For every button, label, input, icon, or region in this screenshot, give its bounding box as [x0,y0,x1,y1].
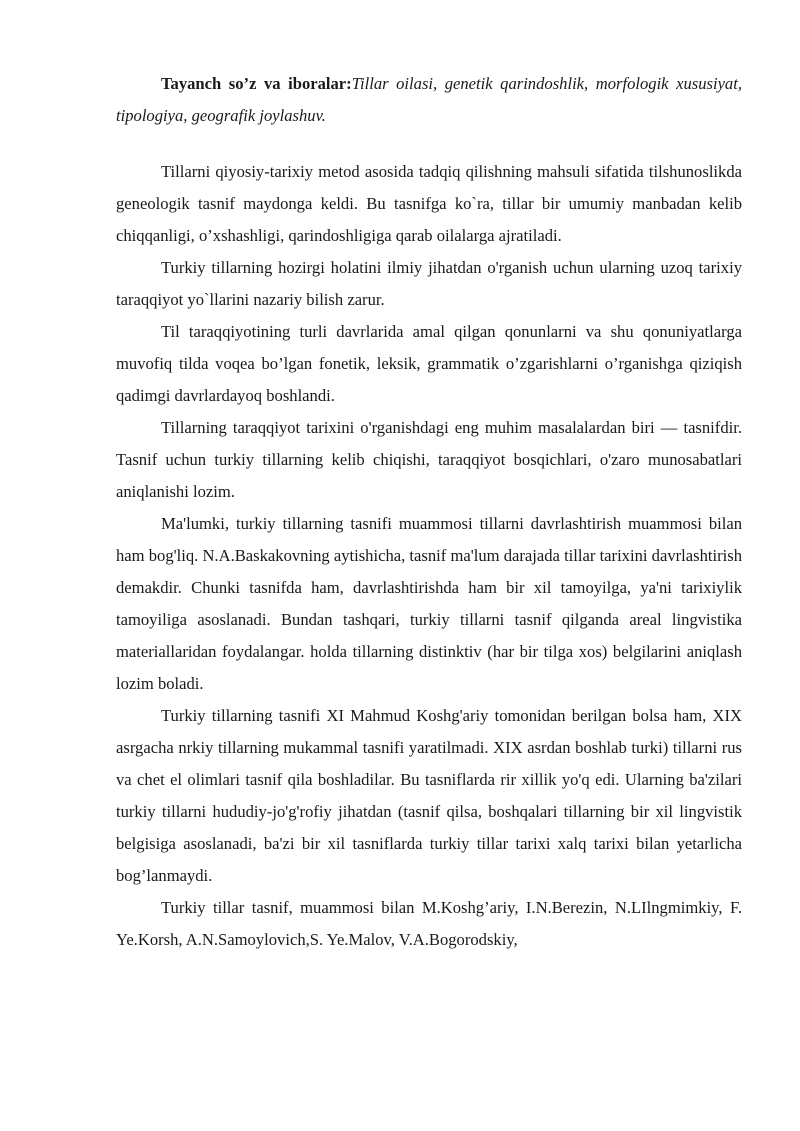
document-page [116,68,742,956]
paragraph: Til taraqqiyotining turli davrlarida amal qilgan qonunlarni va shu qonuniyatlarga muvofiq tilda voqea bo’lgan fonetik, leksik, grammatik o’zgarishlarni o’rganishga qiziqish qadimgi davrlardayoq boshlandi. [116,322,742,405]
paragraph: Tillarni qiyosiy-tarixiy metod asosida tadqiq qilishning mahsuli sifatida tilshunoslikda geneologik tasnif maydonga keldi. Bu tasnifga ko`ra, tillar bir umumiy manbadan kelib chiqqanligi, o’xshashligi, qarindoshligiga qarab oilalarga ajratiladi. [116,162,742,245]
keywords-paragraph [116,68,742,132]
paragraph: Turkiy tillarning tasnifi XI Mahmud Koshg'ariy tomonidan berilgan bolsa ham, XIX asrgacha nrkiy tillarning mukammal tasnifi yaratilmadi. XIX asrdan boshlab turki) tillarni rus va chet el olimlari tasnif qila boshladilar. Bu tasniflarda rir xillik yo'q edi. Ularning ba'zilari turkiy tillarni hududiy-jo'g'rofiy jihatdan (tasnif qilsa, boshqalari tillarning bir xil lingvistik belgisiga asoslanadi, ba'zi bir xil tasniflarda turkiy tillar tarixi xalq tarixi bilan yetarlicha bog’lanmaydi. [116,706,742,885]
paragraph: Ma'lumki, turkiy tillarning tasnifi muammosi tillarni davrlashtirish muammosi bilan ham bog'liq. N.A.Baskakovning aytishicha, tasnif ma'lum darajada tillar tarixini davrlashtirish demakdir. Chunki tasnifda ham, davrlashtirishda ham bir xil tamoyilga, ya'ni tarixiylik tamoyiliga asoslanadi. Bundan tashqari, turkiy tillarni tasnif qilganda areal lingvistika materiallaridan foydalangar. holda tillarning distinktiv (har bir tilga xos) belgilarini aniqlash lozim boladi. [116,514,742,693]
keywords-text: Tillar oilasi, genetik qarindoshlik, morfologik xususiyat, tipologiya, geografik joylashuv. [116,74,742,125]
keywords-label: Tayanch so’z va iboralar: [161,74,352,93]
paragraph: Turkiy tillarning hozirgi holatini ilmiy jihatdan o'rganish uchun ularning uzoq tarixiy taraqqiyot yo`llarini nazariy bilish zarur. [116,258,742,309]
paragraph: Turkiy tillar tasnif, muammosi bilan M.Koshg’ariy, I.N.Berezin, N.LIlngmimkiy, F. Ye.Korsh, A.N.Samoylovich,S. Ye.Malov, V.A.Bogorodskiy, [116,898,742,949]
paragraph: Tillarning taraqqiyot tarixini o'rganishdagi eng muhim masalalardan biri — tasnifdir. Tasnif uchun turkiy tillarning kelib chiqishi, taraqqiyot bosqichlari, o'zaro munosabatlari aniqlanishi lozim. [116,418,742,501]
